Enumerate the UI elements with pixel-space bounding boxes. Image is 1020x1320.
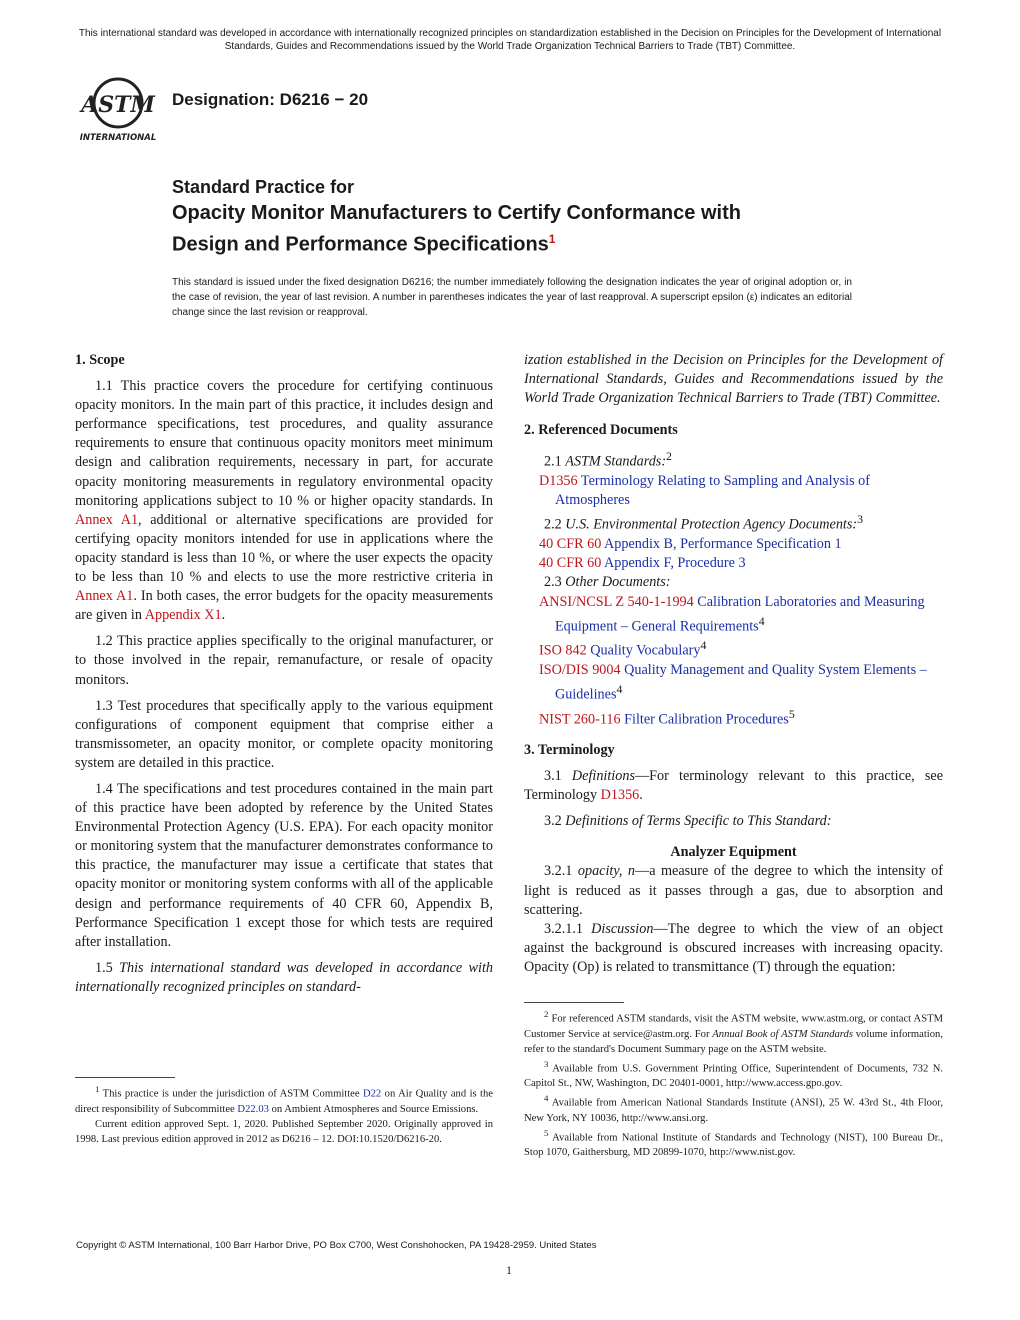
ref-40cfr60-b[interactable]: 40 CFR 60 Appendix B, Performance Specification 1: [539, 536, 842, 553]
title-line-2: Opacity Monitor Manufacturers to Certify Conformance with: [172, 202, 741, 224]
section-3-1: 3.1 Definitions—For terminology relevant to this practice, see Terminology D1356.: [524, 768, 943, 804]
footnote-rule-right: [524, 1002, 624, 1003]
section-2-1: 2.1 ASTM Standards:$^2$: [544, 449, 672, 471]
appendix-x1-link[interactable]: Appendix X1: [144, 607, 222, 624]
footnote-1-edition: Current edition approved Sept. 1, 2020. Published September 2020. Originally approved in 1998. Last previous edition approved in 2012 as D6216 – 12. DOI:10.1520/D6216-20.: [75, 1118, 493, 1145]
scope-heading: 1. Scope: [75, 352, 125, 368]
footnote-4: $^4$ Available from American National Standards Institute (ANSI), 25 W. 43rd St., 4th Floor, New York, NY 10036, http://www.ansi.org.: [524, 1093, 943, 1124]
title-footnote-mark[interactable]: 1: [548, 232, 556, 246]
footnote-2: $^2$ For referenced ASTM standards, visit the ASTM website, www.astm.org, or contact ASTM Customer Service at service@astm.org. For Annual Book of ASTM Standards volume information, refer to the standard's Document Summary page on the ASTM website.: [524, 1009, 943, 1055]
title-line-3: Design and Performance Specifications: [172, 233, 549, 256]
ref-nist[interactable]: NIST 260-116 Filter Calibration Procedures$^5$: [539, 707, 795, 728]
section-2-3: 2.3 Other Documents:: [544, 574, 671, 591]
astm-logo: [76, 76, 160, 142]
section-3-2-1: 3.2.1 opacity, n—a measure of the degree to which the intensity of light is reduced as it passes through a gas, due to absorption and scattering.: [524, 863, 943, 918]
section-3-2-1-1: 3.2.1.1 Discussion—The degree to which the view of an object against the background is obscured increases with increasing opacity. Opacity (Op) is related to transmittance (T) through the equation:: [524, 920, 944, 975]
scope-1-2: 1.2 This practice applies specifically to the original manufacturer, or to those involved in the repair, remanufacture, or resale of opacity monitors.: [75, 633, 493, 688]
analyzer-equipment-subheading: Analyzer Equipment: [670, 844, 797, 861]
designation: Designation: D6216 − 20: [172, 90, 369, 109]
d22-03-link[interactable]: D22.03: [237, 1103, 269, 1115]
section-3-2: 3.2 Definitions of Terms Specific to This Standard:: [544, 813, 832, 830]
ref-iso842[interactable]: ISO 842 Quality Vocabulary$^4$: [539, 638, 707, 660]
wto-notice: This international standard was developed in accordance with internationally recognized principles on standardization established in the Decision on Principles for the Development of International Standards, Guides and Recommendations issued by the World Trade Organization Technical Barriers to Trade (TBT) Committee.: [78, 28, 942, 52]
referenced-heading: 2. Referenced Documents: [524, 422, 678, 439]
d22-link[interactable]: D22: [362, 1088, 382, 1100]
ref-iso9004[interactable]: ISO/DIS 9004 Quality Management and Quality System Elements – Guidelines$^4$: [539, 662, 927, 704]
copyright: Copyright © ASTM International, 100 Barr Harbor Drive, PO Box C700, West Conshohocken, PA 19428-2959. United States: [76, 1240, 597, 1251]
annex-a1-link[interactable]: Annex A1: [75, 511, 139, 528]
d1356-link[interactable]: D1356: [600, 787, 640, 804]
ref-d1356[interactable]: D1356 Terminology Relating to Sampling and Analysis of Atmospheres: [539, 473, 870, 509]
footnote-rule-left: [75, 1077, 175, 1078]
page-number: 1: [506, 1263, 512, 1277]
scope-1-3: 1.3 Test procedures that specifically apply to the various equipment configurations of component equipment that comprise either a transmissometer, an opacity monitor, or complete opacity monitoring system are detailed in this practice.: [75, 697, 493, 771]
ref-40cfr60-f[interactable]: 40 CFR 60 Appendix F, Procedure 3: [539, 555, 746, 572]
issuance-statement: This standard is issued under the fixed designation D6216; the number immediately following the designation indicates the year of original adoption or, in the case of revision, the year of last revision. A number in parentheses indicates the year of last reapproval. A superscript epsilon (ε) indicates an editorial change since the last revision or reapproval.: [172, 277, 852, 318]
footnotes-right: [524, 1007, 943, 1160]
footnote-3: $^3$ Available from U.S. Government Printing Office, Superintendent of Documents, 732 N. Capitol St., NW, Washington, DC 20401-0001, http://www.access.gpo.gov.: [524, 1058, 943, 1090]
scope-1-1: 1.1 This practice covers the procedure for certifying continuous opacity monitors. In the main part of this practice, it includes design and performance specifications, test procedures, and quality assurance requirements to ensure that continuous opacity monitors meet minimum design and calibration requirements, necessary in part, for accurate opacity monitoring measurements in regulatory environmental opacity monitoring applications subject to 10 % or higher opacity standards. In Annex A1, additional or alternative specifications are provided for certifying opacity monitors intended for use in applications where the opacity standard is less than 10 %, or where the user expects the opacity to be less than 10 % and elects to use the more restrictive criteria in Annex A1. In both cases, the error budgets for the opacity measurements are given in Appendix X1.: [75, 378, 493, 624]
scope-1-4: 1.4 The specifications and test procedures contained in the main part of this practice have been adopted by reference by the United States Environmental Protection Agency (U.S. EPA). For each opacity monitor or monitoring system that the manufacturer demonstrates conformance to this practice, the manufacturer may issue a certificate that states that opacity monitor or monitoring system conforms with all of the applicable design and performance requirements of 40 CFR 60, Appendix B, Performance Specification 1 except those for which tests are required after installation.: [75, 780, 493, 950]
footnote-5: $^5$ Available from National Institute of Standards and Technology (NIST), 100 Bureau Dr., Stop 1070, Gaithersburg, MD 20899-1070, http://www.nist.gov.: [524, 1127, 943, 1159]
right-column: [524, 351, 943, 977]
document-title: [172, 174, 932, 258]
ref-ansi[interactable]: ANSI/NCSL Z 540-1-1994 Calibration Laboratories and Measuring Equipment – General Requirements$^4$: [539, 593, 925, 635]
title-line-1: Standard Practice for: [172, 177, 355, 197]
left-column: [75, 351, 493, 997]
terminology-heading: 3. Terminology: [524, 742, 615, 758]
scope-1-5-continued: ization established in the Decision on Principles for the Development of International Standards, Guides and Recommendations issued by the World Trade Organization Technical Barriers to Trade (TBT) Committee.: [524, 352, 943, 407]
footnote-1: $^1$ This practice is under the jurisdiction of ASTM Committee D22 on Air Quality and is the direct responsibility of Subcommittee D22.03 on Ambient Atmospheres and Source Emissions.: [75, 1084, 493, 1115]
logo-letters: ASTM: [81, 92, 155, 118]
logo-word: INTERNATIONAL: [79, 133, 157, 142]
section-2-2: 2.2 U.S. Environmental Protection Agency Documents:$^3$: [544, 512, 864, 534]
scope-1-5: 1.5 This international standard was developed in accordance with internationally recognized principles on standard-: [75, 959, 493, 995]
annex-a1-link-2[interactable]: Annex A1: [75, 588, 134, 605]
footnotes-left: [75, 1082, 493, 1147]
